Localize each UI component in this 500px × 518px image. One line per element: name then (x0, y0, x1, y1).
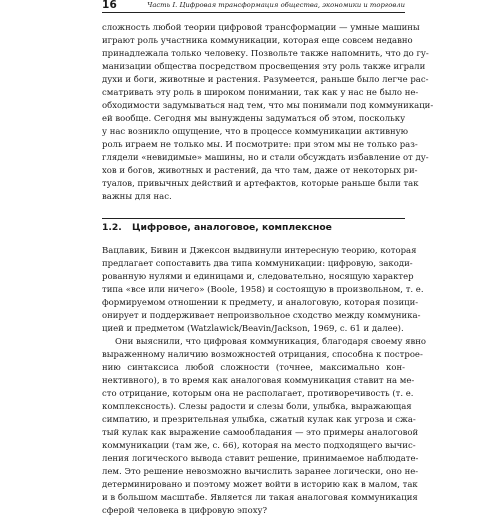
text-line: симпатию, и презрительная улыбка, сжатый кулак как угроза и сжа- (102, 415, 416, 425)
text-line: принадлежала только человеку. Позвольте также напомнить, что до гу- (102, 49, 429, 59)
text-line: нективного), в то время как аналоговая коммуникация ставит на ме- (102, 376, 415, 386)
text-line: типа «все или ничего» (Boole, 1958) и состоящую в произвольном, т. е. (102, 285, 424, 295)
text-line: комплексность). Слезы радости и слезы боли, улыбка, выражающая (102, 402, 412, 412)
text-line: важны для нас. (102, 192, 172, 202)
text-line: и в большом масштабе. Является ли такая аналоговая коммуникация (102, 493, 418, 503)
text-line: ления логического вывода ставит решение, принимаемое наблюдате- (102, 454, 419, 464)
text-line: ей вообще. Сегодня мы вынуждены задуматься об этом, поскольку (102, 114, 406, 124)
text-line: нию синтаксиса любой сложности (точнее, максимально кон- (102, 363, 405, 373)
text-line: лем. Это решение невозможно вычислить заранее логически, оно не- (102, 467, 419, 477)
text-line: сматривать эту роль в широком понимании, так как у нас не было не- (102, 88, 419, 98)
section-heading (102, 221, 332, 235)
text-line: коммуникации (там же, с. 66), которая на место подходящего вычис- (102, 441, 416, 451)
text-line: туалов, привычных действий и артефактов, которые раньше были так (102, 179, 419, 189)
section-title: Цифровое, аналоговое, комплексное (132, 222, 332, 233)
text-line: онирует и поддерживает непроизвольное сходство между коммуника- (102, 311, 421, 321)
text-line: сто отрицание, которым она не располагает, противоречивость (т. е. (102, 389, 414, 399)
text-line: глядели «невидимые» машины, но и стали обсуждать избавление от ду- (102, 153, 429, 163)
text-line: рованную нулями и единицами и, следовательно, носящую характер (102, 272, 414, 282)
text-line: Они выяснили, что цифровая коммуникация, благодаря своему явно (115, 337, 427, 347)
text-line: предлагает сопоставить два типа коммуникации: цифровую, закоди- (102, 259, 413, 269)
text-line: хов и богов, животных и растений, да что там, даже от некоторых ри- (102, 166, 418, 176)
text-line: манизации общества посредством просвещения эту роль также играли (102, 62, 426, 72)
text-line: духи и боги, животные и растения. Разумеется, раньше было легче рас- (102, 75, 429, 85)
text-line: играют роль участника коммуникации, которая еще совсем недавно (102, 36, 413, 46)
section-rule (102, 218, 405, 219)
text-line: детерминировано и поэтому может войти в историю как в малом, так (102, 480, 418, 490)
text-line: формируемом отношении к предмету, и аналоговую, которая позици- (102, 298, 419, 308)
text-line: у нас возникло ощущение, что в процессе коммуникации активную (102, 127, 409, 137)
text-line: цией и предметом (Watzlawick/Beavin/Jackson, 1969, с. 61 и далее). (102, 324, 404, 334)
text-line: сложность любой теории цифровой трансформации — умные машины (102, 23, 420, 33)
running-head-title: Часть I. Цифровая трансформация общества, экономики и торговли (147, 1, 405, 9)
page-number: 16 (102, 0, 118, 11)
text-line: роль играем не только мы. И посмотрите: при этом мы не только раз- (102, 140, 418, 150)
text-line: обходимости задумываться над тем, что мы понимали под коммуникаци- (102, 101, 434, 111)
text-line: Вацлавик, Бивин и Джексон выдвинули интересную теорию, которая (102, 246, 417, 256)
text-line: выраженному наличию возможностей отрицания, способна к построе- (102, 350, 423, 360)
running-header (102, 2, 405, 13)
section-number: 1.2. (102, 222, 122, 233)
text-line: тый кулак как выражение самообладания — это примеры аналоговой (102, 428, 419, 438)
text-line: сферой человека в цифровую эпоху? (102, 506, 268, 516)
